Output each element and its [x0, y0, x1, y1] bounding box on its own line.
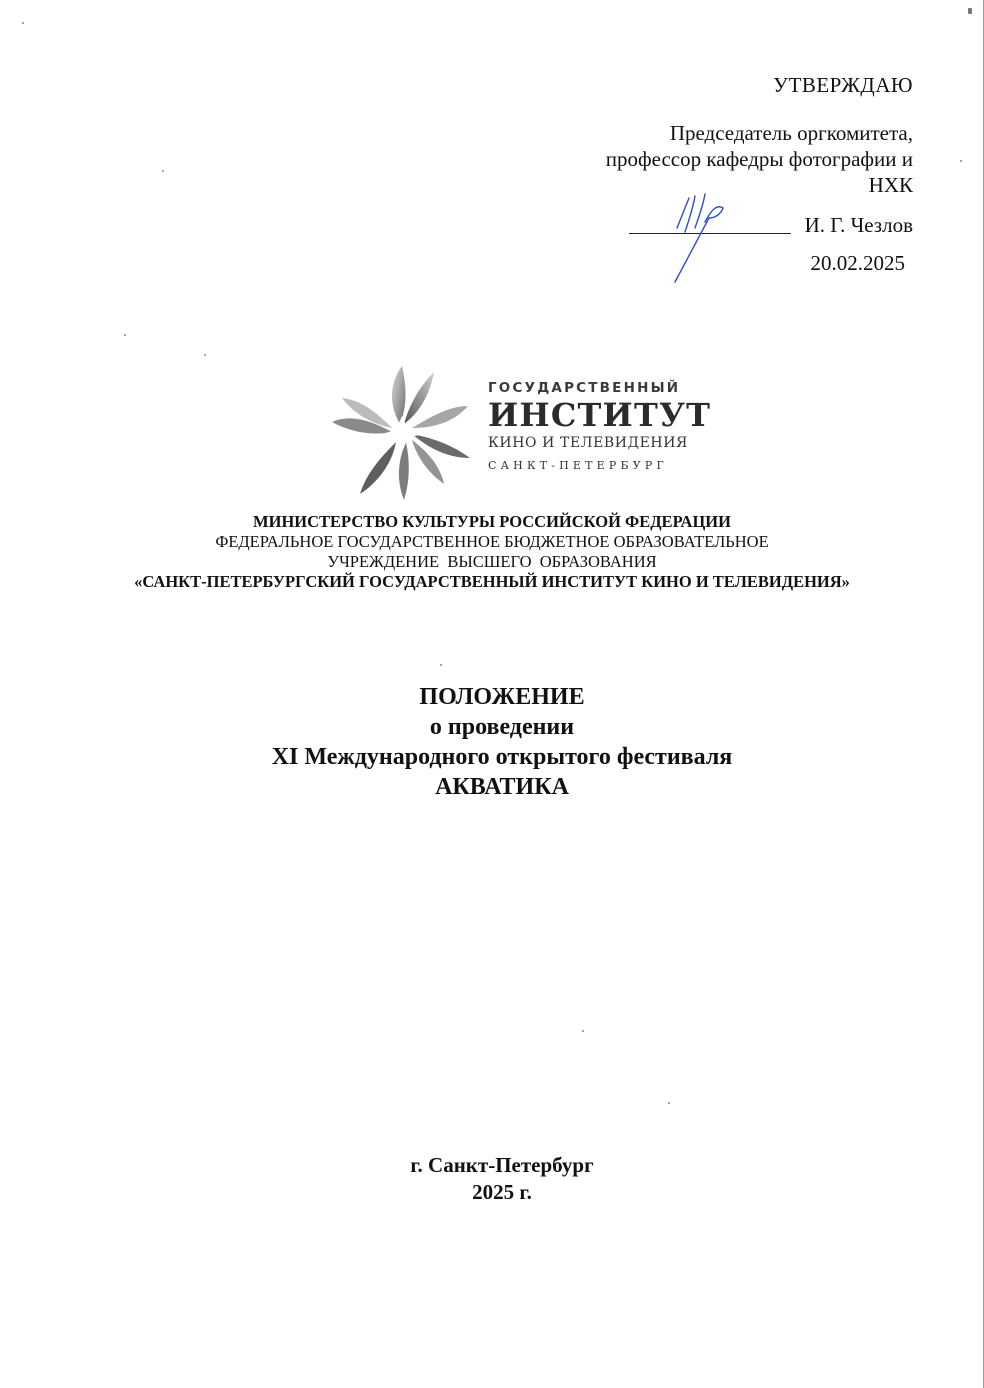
scan-speck [440, 664, 442, 666]
ministry-line-2: ФЕДЕРАЛЬНОЕ ГОСУДАРСТВЕННОЕ БЮДЖЕТНОЕ ОБРАЗОВАТЕЛЬНОЕ [215, 532, 769, 551]
scan-speck [162, 170, 164, 172]
signature-line [493, 210, 913, 240]
footer-city: г. Санкт-Петербург [410, 1153, 594, 1177]
approval-block [493, 72, 913, 276]
approver-position-line-2: профессор кафедры фотографии и [605, 147, 913, 171]
scan-speck [124, 334, 126, 336]
institute-wordmark [488, 380, 711, 472]
logo-line-4: САНКТ-ПЕТЕРБУРГ [488, 459, 669, 472]
handwritten-signature-icon [665, 188, 745, 284]
document-title [0, 682, 984, 802]
scan-speck [668, 1102, 670, 1104]
approver-position-line-3: НХК [868, 173, 913, 197]
institute-emblem-icon [330, 362, 480, 502]
title-line-2: о проведении [429, 714, 575, 740]
ministry-line-3: УЧРЕЖДЕНИЕ ВЫСШЕГО ОБРАЗОВАНИЯ [327, 552, 657, 571]
scan-speck [582, 1030, 584, 1032]
footer-year: 2025 г. [472, 1180, 532, 1204]
institute-logo [330, 362, 712, 502]
logo-line-1: ГОСУДАРСТВЕННЫЙ [488, 380, 681, 396]
signer-name: И. Г. Чезлов [804, 213, 913, 237]
logo-line-3: КИНО И ТЕЛЕВИДЕНИЯ [488, 435, 688, 451]
title-line-3: XI Международного открытого фестиваля [271, 744, 733, 770]
approval-date: 20.02.2025 [810, 251, 905, 275]
approval-heading: УТВЕРЖДАЮ [773, 73, 913, 97]
scan-speck [22, 22, 24, 24]
scan-speck [968, 8, 972, 14]
scan-speck [960, 160, 962, 162]
ministry-line-1: МИНИСТЕРСТВО КУЛЬТУРЫ РОССИЙСКОЙ ФЕДЕРАЦИИ [253, 512, 731, 531]
scan-speck [204, 354, 206, 356]
document-footer [0, 1152, 984, 1206]
ministry-line-4: «САНКТ-ПЕТЕРБУРГСКИЙ ГОСУДАРСТВЕННЫЙ ИНСТИТУТ КИНО И ТЕЛЕВИДЕНИЯ» [134, 572, 850, 591]
title-line-4: АКВАТИКА [435, 774, 569, 800]
approver-position-line-1: Председатель оргкомитета, [669, 121, 913, 145]
title-line-1: ПОЛОЖЕНИЕ [419, 684, 585, 710]
ministry-header [0, 512, 984, 592]
logo-line-2: ИНСТИТУТ [488, 396, 712, 434]
